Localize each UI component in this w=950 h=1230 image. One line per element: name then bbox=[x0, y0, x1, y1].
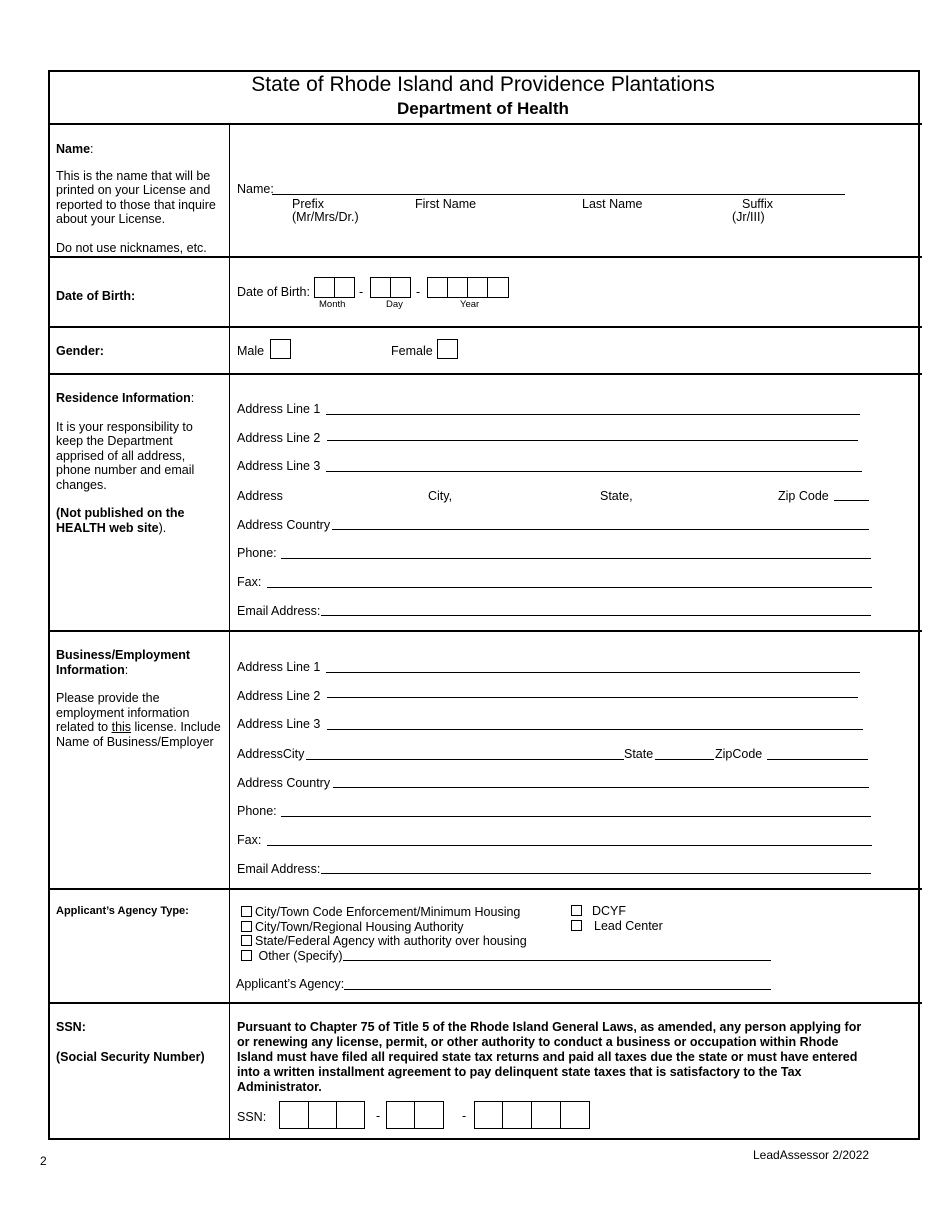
business-heading: Business/Employment Information bbox=[56, 648, 191, 677]
prefix-hint: (Mr/Mrs/Dr.) bbox=[292, 210, 359, 224]
ssn-digit[interactable] bbox=[531, 1101, 561, 1129]
option-housing-authority: City/Town/Regional Housing Authority bbox=[255, 919, 464, 934]
res-phone-label: Phone: bbox=[237, 546, 277, 560]
bus-country-input[interactable] bbox=[333, 787, 869, 788]
not-published-note: (Not published on the HEALTH web site bbox=[56, 506, 185, 535]
res-country-input[interactable] bbox=[332, 529, 869, 530]
bus-address-line1-input[interactable] bbox=[326, 672, 860, 673]
prefix-label: Prefix bbox=[292, 197, 324, 211]
bus-state-label: State bbox=[624, 747, 654, 761]
bus-email-input[interactable] bbox=[321, 873, 871, 874]
bus-phone-input[interactable] bbox=[281, 816, 871, 817]
suffix-label: Suffix bbox=[742, 197, 774, 211]
option-lead-center: Lead Center bbox=[594, 919, 663, 933]
res-fax-label: Fax: bbox=[237, 575, 262, 589]
bus-state-input[interactable] bbox=[655, 759, 714, 760]
ssn-digit[interactable] bbox=[474, 1101, 503, 1129]
bus-fax-input[interactable] bbox=[267, 845, 872, 846]
res-address-label: Address bbox=[237, 489, 283, 503]
res-address-line3-label: Address Line 3 bbox=[237, 459, 321, 473]
female-checkbox[interactable] bbox=[437, 339, 458, 359]
bus-addresscity-label: AddressCity bbox=[237, 747, 305, 761]
checkbox-dcyf[interactable] bbox=[571, 905, 582, 916]
ssn-dash: - bbox=[376, 1109, 381, 1123]
dob-label: Date of Birth: bbox=[237, 285, 310, 299]
divider bbox=[48, 256, 922, 258]
bus-zip-input[interactable] bbox=[767, 759, 868, 760]
applicant-agency-label: Applicant’s Agency: bbox=[236, 977, 345, 991]
res-address-line2-input[interactable] bbox=[327, 440, 858, 441]
res-city-label: City, bbox=[428, 489, 453, 503]
bus-country-label: Address Country bbox=[237, 776, 331, 790]
gender-heading: Gender: bbox=[56, 344, 104, 358]
dob-month-digit[interactable] bbox=[334, 277, 355, 298]
agency-heading: Applicant’s Agency Type: bbox=[56, 905, 189, 917]
form-subtitle: Department of Health bbox=[397, 99, 569, 118]
name-heading: Name bbox=[56, 142, 91, 156]
ssn-subheading: (Social Security Number) bbox=[56, 1050, 205, 1064]
res-address-line3-input[interactable] bbox=[326, 471, 862, 472]
dob-month-digit[interactable] bbox=[314, 277, 335, 298]
res-address-line1-input[interactable] bbox=[326, 414, 860, 415]
checkbox-state-federal[interactable] bbox=[241, 935, 252, 946]
form-title: State of Rhode Island and Providence Plantations bbox=[251, 73, 715, 96]
divider bbox=[48, 630, 922, 632]
res-email-input[interactable] bbox=[321, 615, 871, 616]
divider bbox=[48, 888, 922, 890]
option-other: Other (Specify) bbox=[255, 948, 343, 963]
dob-day-digit[interactable] bbox=[370, 277, 391, 298]
option-code-enforcement: City/Town Code Enforcement/Minimum Housing bbox=[255, 905, 521, 919]
form-id: LeadAssessor 2/2022 bbox=[753, 1148, 870, 1162]
first-name-label: First Name bbox=[415, 197, 477, 211]
divider bbox=[48, 326, 922, 328]
res-state-label: State, bbox=[600, 489, 633, 503]
residence-section-info: Residence Information: It is your responsibility to keep the Department apprised of all address, phone number and email changes. (Not published on the HEALTH web site). bbox=[56, 391, 224, 535]
bus-phone-label: Phone: bbox=[237, 804, 277, 818]
dob-year-digit[interactable] bbox=[447, 277, 468, 298]
ssn-digit[interactable] bbox=[502, 1101, 532, 1129]
res-zip-input[interactable] bbox=[834, 500, 869, 501]
bus-address-line2-label: Address Line 2 bbox=[237, 689, 321, 703]
female-label: Female bbox=[391, 344, 433, 358]
dob-heading: Date of Birth: bbox=[56, 289, 136, 303]
bus-address-line1-label: Address Line 1 bbox=[237, 660, 321, 674]
ssn-digit[interactable] bbox=[279, 1101, 309, 1129]
ssn-digit[interactable] bbox=[414, 1101, 444, 1129]
agency-options-right bbox=[571, 904, 663, 934]
res-address-line1-label: Address Line 1 bbox=[237, 402, 321, 416]
bus-address-line3-input[interactable] bbox=[327, 729, 863, 730]
dob-year-digit[interactable] bbox=[427, 277, 448, 298]
ssn-digit[interactable] bbox=[386, 1101, 415, 1129]
checkbox-lead-center[interactable] bbox=[571, 920, 582, 931]
name-section-info: Name: This is the name that will be printed on your License and reported to those that inquire about your License. Do not use nicknames, etc. bbox=[56, 142, 224, 255]
option-dcyf: DCYF bbox=[592, 904, 627, 918]
checkbox-housing-authority[interactable] bbox=[241, 921, 252, 932]
dob-dash: - bbox=[416, 285, 421, 299]
last-name-label: Last Name bbox=[582, 197, 643, 211]
bus-address-line2-input[interactable] bbox=[327, 697, 858, 698]
male-checkbox[interactable] bbox=[270, 339, 291, 359]
divider bbox=[48, 1002, 922, 1004]
agency-options-left bbox=[241, 905, 527, 963]
business-section-info: Business/Employment Information: Please provide the employment information related to this license. Include Name of Business/Employer bbox=[56, 648, 221, 749]
name-input[interactable] bbox=[272, 194, 845, 195]
ssn-heading: SSN: bbox=[56, 1020, 86, 1034]
tax-statement: Pursuant to Chapter 75 of Title 5 of the Rhode Island General Laws, as amended, any person applying for or renewing any license, permit, or other authority to conduct a business or occupation within Rhode Island must have filed all required state tax returns and paid all taxes due the state or must have entered into a written installment agreement to pay delinquent state taxes that is satisfactory to the Tax Administrator. bbox=[237, 1020, 862, 1094]
ssn-digit[interactable] bbox=[560, 1101, 590, 1129]
dob-year-digit[interactable] bbox=[487, 277, 509, 298]
business-description: Please provide the employment information related to this license. Include Name of Business/Employer bbox=[56, 691, 221, 749]
name-description: This is the name that will be printed on your License and reported to those that inquire about your License. bbox=[56, 168, 216, 226]
month-caption: Month bbox=[319, 299, 346, 310]
dob-dash: - bbox=[359, 285, 364, 299]
suffix-hint: (Jr/III) bbox=[732, 210, 765, 224]
res-address-line2-label: Address Line 2 bbox=[237, 431, 321, 445]
divider bbox=[48, 373, 922, 375]
ssn-digit[interactable] bbox=[308, 1101, 337, 1129]
option-state-federal: State/Federal Agency with authority over housing bbox=[255, 934, 527, 948]
column-divider bbox=[229, 124, 230, 1140]
page-number: 2 bbox=[40, 1154, 47, 1168]
bus-email-label: Email Address: bbox=[237, 862, 321, 876]
res-fax-input[interactable] bbox=[267, 587, 872, 588]
name-label: Name: bbox=[237, 182, 274, 196]
bus-address-line3-label: Address Line 3 bbox=[237, 717, 321, 731]
year-caption: Year bbox=[460, 299, 480, 310]
res-phone-input[interactable] bbox=[281, 558, 871, 559]
applicant-agency-input[interactable] bbox=[344, 989, 771, 990]
res-email-label: Email Address: bbox=[237, 604, 321, 618]
other-specify-input[interactable] bbox=[343, 960, 771, 961]
ssn-digit[interactable] bbox=[336, 1101, 365, 1129]
bus-city-input[interactable] bbox=[306, 759, 624, 760]
ssn-dash: - bbox=[462, 1109, 467, 1123]
day-caption: Day bbox=[386, 299, 403, 310]
male-label: Male bbox=[237, 344, 265, 358]
name-note: Do not use nicknames, etc. bbox=[56, 240, 207, 255]
bus-zip-label: ZipCode bbox=[715, 747, 763, 761]
ssn-label: SSN: bbox=[237, 1110, 267, 1124]
residence-heading: Residence Information bbox=[56, 391, 191, 405]
checkbox-code-enforcement[interactable] bbox=[241, 906, 252, 917]
res-country-label: Address Country bbox=[237, 518, 331, 532]
dob-year-digit[interactable] bbox=[467, 277, 488, 298]
dob-day-digit[interactable] bbox=[390, 277, 411, 298]
checkbox-other[interactable] bbox=[241, 950, 252, 961]
divider bbox=[48, 123, 922, 125]
res-zip-label: Zip Code bbox=[778, 489, 829, 503]
residence-description: It is your responsibility to keep the Department apprised of all address, phone number and email changes. bbox=[56, 419, 195, 492]
bus-fax-label: Fax: bbox=[237, 833, 262, 847]
